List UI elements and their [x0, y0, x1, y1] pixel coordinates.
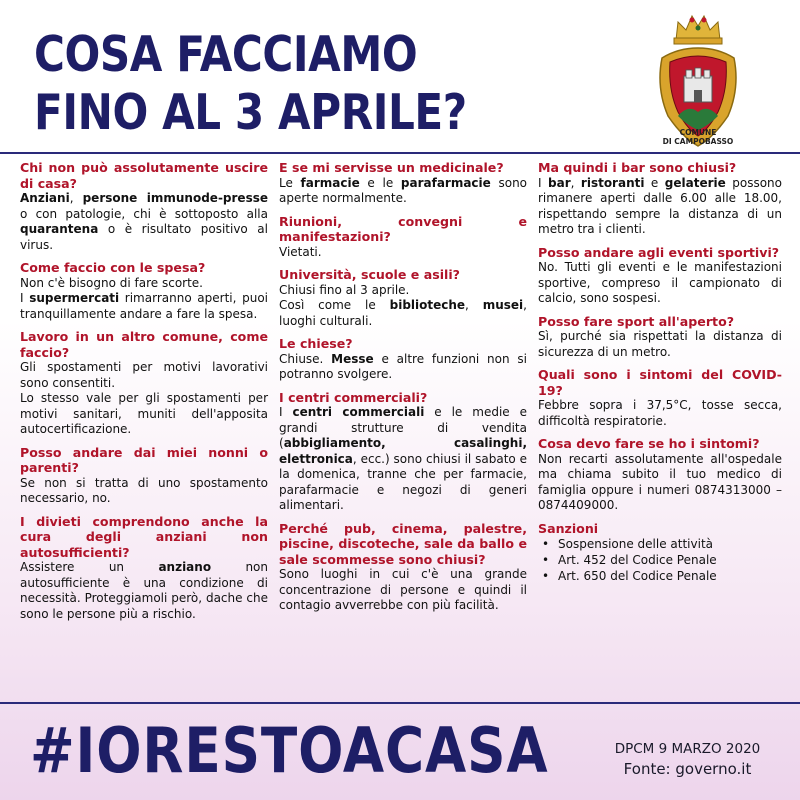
- question: I divieti comprendono anche la cura degli anziani non autosufficienti?: [20, 513, 268, 560]
- hashtag: #IORESTOACASA: [30, 714, 549, 787]
- faq-column-2: [279, 160, 527, 614]
- answer: Febbre sopra i 37,5°C, tosse secca, difficoltà respiratorie.: [538, 398, 782, 428]
- answer: [279, 283, 527, 330]
- answer: Vietati.: [279, 244, 322, 259]
- answer-text: rimarranno aperti, puoi tranquillamente andare a fare la spesa.: [20, 291, 268, 321]
- faq-column-3: [538, 160, 782, 584]
- answer-emphasis: ristoranti: [580, 175, 645, 190]
- question: Ma quindi i bar sono chiusi?: [538, 160, 737, 175]
- list-item: • Art. 650 del Codice Penale: [558, 568, 782, 584]
- answer-text: o è risultato positivo al virus.: [20, 222, 268, 252]
- answer-text: ,: [69, 191, 83, 205]
- question: Perché pub, cinema, palestre, piscine, discoteche, sale da ballo e sale scommesse sono chiusi?: [279, 520, 527, 567]
- answer-text: Così come le: [279, 298, 390, 312]
- footer-divider: [0, 702, 800, 704]
- answer: Sì, purché sia rispettati la distanza di sicurezza di un metro.: [538, 329, 782, 359]
- question: Posso andare agli eventi sportivi?: [538, 244, 780, 260]
- answer-text: , luoghi culturali.: [279, 298, 527, 328]
- sanctions-heading: Sanzioni: [538, 520, 599, 536]
- question: Posso fare sport all'aperto?: [538, 313, 735, 329]
- question: Quali sono i sintomi del COVID-19?: [538, 367, 782, 398]
- answer-text: Assistere un: [20, 560, 159, 574]
- answer: [279, 176, 527, 207]
- faq-column-1: [20, 160, 268, 622]
- answer-text: I: [538, 175, 549, 190]
- answer-emphasis: anziano: [158, 560, 212, 574]
- answer-text: e le medie e grandi strutture di vendita (: [279, 405, 527, 450]
- question: I centri commerciali?: [279, 389, 428, 405]
- answer-text: sono aperte normalmente.: [279, 175, 528, 205]
- decree-label: DPCM 9 MARZO 2020: [614, 741, 761, 757]
- answer: [20, 560, 268, 622]
- answer-emphasis: gelaterie: [664, 175, 726, 190]
- question: E se mi servisse un medicinale?: [279, 160, 504, 175]
- list-item: • Art. 452 del Codice Penale: [558, 552, 782, 568]
- answer: Non recarti assolutamente all'ospedale ma chiama subito il tuo medico di famiglia oppure i numeri 0874313000 – 0874409000.: [538, 451, 782, 512]
- answer-emphasis: bar: [548, 175, 571, 190]
- answer-emphasis: supermercati: [29, 291, 120, 305]
- answer-text: e altre funzioni non si potranno svolgere.: [279, 351, 527, 381]
- answer-text: Non c'è bisogno di fare scorte.: [20, 275, 203, 290]
- answer-text: ,: [465, 298, 483, 312]
- crest-label-line-2: DI CAMPOBASSO: [662, 137, 734, 146]
- answer-text: I: [279, 405, 293, 419]
- answer: [279, 352, 527, 383]
- answer-text: Lo stesso vale per gli spostamenti per motivi sanitari, muniti dell'apposita autocertificazione.: [20, 391, 268, 436]
- question: Università, scuole e asili?: [279, 267, 460, 282]
- question: Riunioni, convegni e manifestazioni?: [279, 213, 527, 244]
- page-title: [34, 26, 516, 142]
- crest-label-line-1: COMUNE: [679, 128, 717, 137]
- answer-text: e: [644, 175, 665, 190]
- answer-text: e le: [359, 175, 401, 190]
- title-line-1: COSA FACCIAMO: [34, 26, 418, 83]
- answer-emphasis: abbigliamento, casalinghi, elettronica: [279, 436, 527, 466]
- answer-text: Chiuse.: [279, 351, 332, 366]
- answer-emphasis: musei: [482, 298, 524, 312]
- question: Posso andare dai miei nonni o parenti?: [20, 444, 268, 475]
- question: Come faccio con le spesa?: [20, 260, 206, 275]
- answer-emphasis: farmacie: [300, 175, 360, 190]
- answer-text: Le: [279, 175, 301, 190]
- answer: Se non si tratta di uno spostamento necessario, no.: [20, 475, 268, 505]
- answer-emphasis: centri commerciali: [292, 405, 425, 419]
- question: Le chiese?: [279, 336, 353, 351]
- answer-text: possono rimanere aperti dalle 6.00 alle 18.00, rispettando sempre la distanza di un metro tra i clienti.: [538, 175, 782, 236]
- answer-text: o con patologie, chi è sottoposto alla: [20, 206, 268, 221]
- answer-text: , ecc.) sono chiusi il sabato e la domenica, tranne che per farmacie, parafarmacie e negozi di generi alimentari.: [279, 451, 527, 512]
- answer-emphasis: Messe: [331, 351, 374, 366]
- answer: [20, 360, 268, 438]
- question: Cosa devo fare se ho i sintomi?: [538, 436, 760, 451]
- answer-emphasis: biblioteche: [389, 298, 466, 312]
- source-label: Fonte: governo.it: [623, 760, 752, 778]
- answer: Sono luoghi in cui c'è una grande concentrazione di persone e quindi il contagio avverrebbe con più facilità.: [279, 567, 527, 612]
- list-item: • Sospensione delle attività: [558, 536, 782, 552]
- answer-text: non autosufficiente è una condizione di necessità. Proteggiamoli però, dache che sono le persone più a rischio.: [20, 560, 269, 621]
- answer-emphasis: Anziani: [20, 191, 70, 205]
- answer-emphasis: persone immunode-presse: [82, 191, 268, 205]
- header-divider: [0, 152, 800, 154]
- answer: [538, 176, 782, 238]
- answer-text: Chiusi fino al 3 aprile.: [279, 282, 410, 297]
- answer: [20, 276, 268, 323]
- answer-emphasis: parafarmacie: [400, 175, 491, 190]
- answer-text: Gli spostamenti per motivi lavorativi sono consentiti.: [20, 360, 268, 390]
- answer: [279, 405, 527, 514]
- question: Lavoro in un altro comune, come faccio?: [20, 329, 268, 360]
- answer: No. Tutti gli eventi e le manifestazioni sportive, compreso il campionato di calcio, sono sospesi.: [538, 260, 782, 305]
- question: Chi non può assolutamente uscire di casa?: [20, 160, 268, 191]
- answer-emphasis: quarantena: [20, 222, 99, 236]
- answer: [20, 191, 268, 253]
- answer-text: I: [20, 291, 30, 305]
- title-line-2: FINO AL 3 APRILE?: [34, 84, 467, 141]
- answer-text: ,: [570, 175, 581, 190]
- sanctions-list: [538, 536, 782, 584]
